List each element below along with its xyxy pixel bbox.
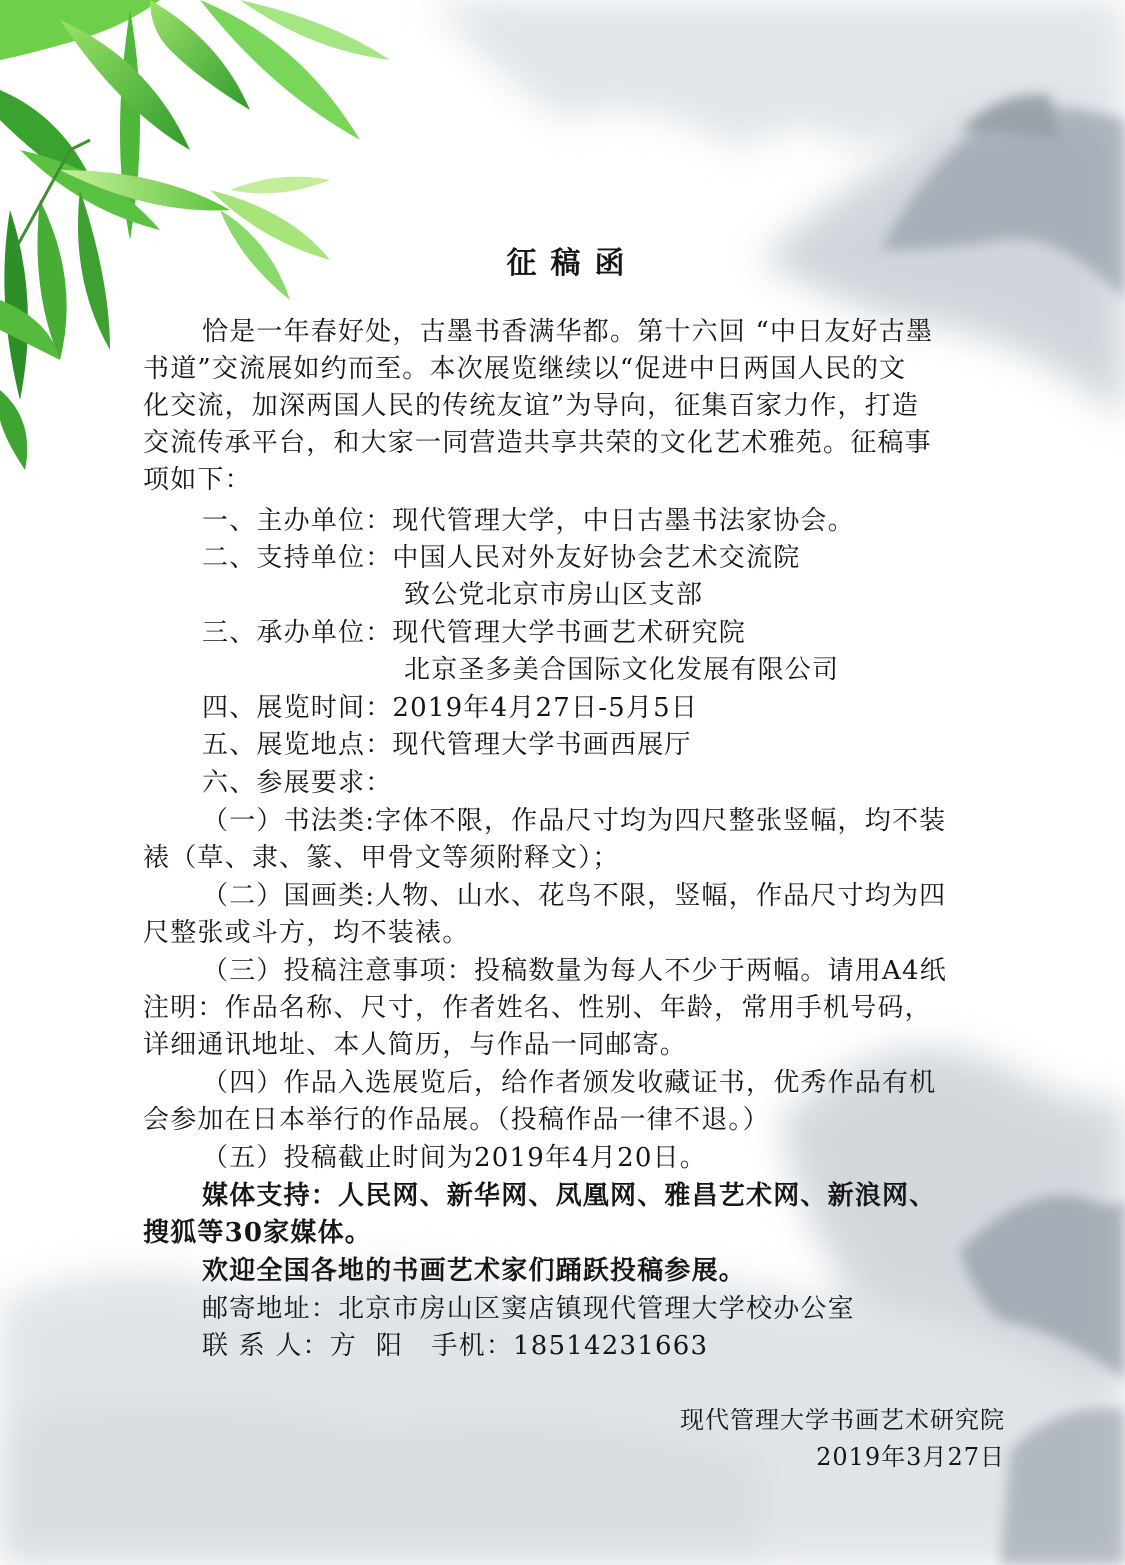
requirements-heading: 六、参展要求： [202, 768, 393, 798]
requirement-notes-cont: 注明：作品名称、尺寸，作者姓名、性别、年龄，常用手机号码， [143, 993, 932, 1023]
media-support: 媒体支持：人民网、新华网、凤凰网、雅昌艺术网、新浪网、 [202, 1181, 937, 1211]
media-support-cont: 搜狐等30家媒体。 [143, 1218, 372, 1248]
intro-paragraph-line: 书道”交流展如约而至。本次展览继续以“促进中日两国人民的文 [143, 354, 907, 384]
intro-paragraph-line: 交流传承平台，和大家一同营造共享共荣的文化艺术雅苑。征稿事 [143, 428, 932, 458]
requirement-calligraphy: （一）书法类:字体不限，作品尺寸均为四尺整张竖幅，均不装 [202, 806, 947, 836]
intro-paragraph-line: 项如下： [143, 465, 252, 495]
requirement-deadline: （五）投稿截止时间为2019年4月20日。 [202, 1143, 707, 1173]
requirement-selection-cont: 会参加在日本举行的作品展。（投稿作品一律不退。） [143, 1105, 770, 1135]
requirement-selection: （四）作品入选展览后，给作者颁发收藏证书，优秀作品有机 [202, 1068, 937, 1098]
organizer-units: 三、承办单位：现代管理大学书画艺术研究院 [202, 618, 747, 648]
mailing-address: 邮寄地址：北京市房山区窦店镇现代管理大学校办公室 [202, 1294, 855, 1324]
intro-paragraph-line: 化交流，加深两国人民的传统友谊”为导向，征集百家力作，打造 [143, 391, 920, 421]
document-title: 征稿函 [506, 246, 639, 281]
support-units: 二、支持单位：中国人民对外友好协会艺术交流院 [202, 543, 801, 573]
requirement-notes: （三）投稿注意事项：投稿数量为每人不少于两幅。请用A4纸 [202, 956, 947, 986]
support-units-cont: 致公党北京市房山区支部 [404, 580, 704, 610]
welcome-message: 欢迎全国各地的书画艺术家们踊跃投稿参展。 [202, 1256, 747, 1286]
requirement-calligraphy-cont: 裱（草、隶、篆、甲骨文等须附释文）； [143, 843, 620, 873]
requirement-painting-cont: 尺整张或斗方，均不装裱。 [143, 918, 470, 948]
contact-person: 联 系 人：方 阳 手机：18514231663 [202, 1331, 709, 1361]
host-units: 一、主办单位：现代管理大学，中日古墨书法家协会。 [202, 506, 855, 536]
requirement-painting: （二）国画类:人物、山水、花鸟不限，竖幅，作品尺寸均为四 [202, 881, 947, 911]
organizer-units-cont: 北京圣多美合国际文化发展有限公司 [404, 655, 840, 685]
exhibition-time: 四、展览时间：2019年4月27日-5月5日 [202, 693, 699, 723]
requirement-notes-cont: 详细通讯地址、本人简历，与作品一同邮寄。 [143, 1030, 688, 1060]
intro-paragraph-line: 恰是一年春好处，古墨书香满华都。第十六回 “中日友好古墨 [202, 317, 934, 347]
exhibition-place: 五、展览地点：现代管理大学书画西展厅 [202, 730, 692, 760]
signature-organization: 现代管理大学书画艺术研究院 [680, 1406, 1005, 1434]
signature-date: 2019年3月27日 [816, 1443, 1005, 1471]
